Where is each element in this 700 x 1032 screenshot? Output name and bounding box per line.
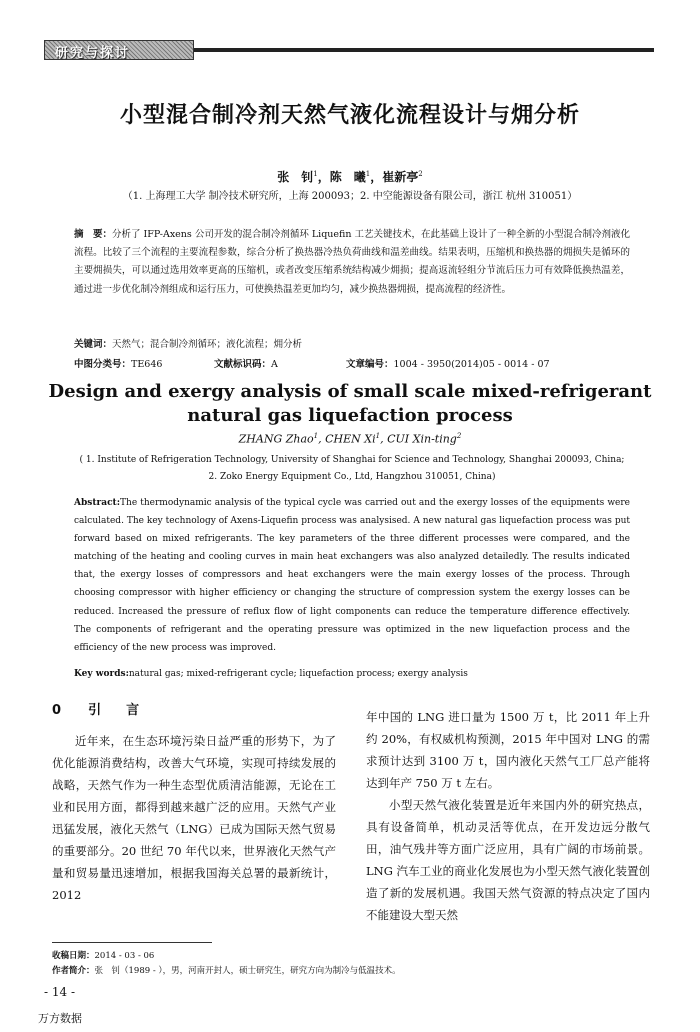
article-number [346, 356, 550, 370]
keywords-en [74, 669, 468, 679]
received-label: 收稿日期： [52, 951, 95, 961]
doc-code [214, 356, 278, 370]
footnote-author [52, 964, 401, 976]
author-sup-en: 2 [456, 432, 462, 440]
section-banner [44, 40, 654, 60]
clc-label: 中图分类号： [74, 359, 132, 370]
doc-value: A [271, 359, 278, 370]
abstract-zh-text: 分析了 IFP-Axens 公司开发的混合制冷剂循环 Liquefin 工艺关键技术，在此基础上设计了一种全新的小型混合制冷剂液化流程。比较了三个流程的主要流程参数，综合分析了换热器冷热负荷曲线和温差曲线。结果表明，压缩机和换热器的㶲损失是循环的主要㶲损失，可以通过选用效率更高的压缩机，或者改变压缩系统结构减少㶲损；提高返流轻组分节流后压力可有效降低换热温差，通过进一步优化制冷剂组成和运行压力，可使换热温差更加均匀，减少换热器㶲损，提高流程的经济性。 [74, 229, 630, 295]
author-sup: 1 [365, 170, 371, 178]
abstract-en-text: The thermodynamic analysis of the typical cycle was carried out and the exergy losses of the equipments were calculated. The key technology of Axens-Liquefin process was analysised. A new natural gas liquefaction process was put forward based on mixed refrigerants. The key parameters of the three different processes were compared, and the matching of the heating and cooling curves in main heat exchangers was also analyzed detailedly. The results indicated that, the exergy losses of compressors and heat exchangers were the main exergy losses of the process. Through choosing compressor with higher efficiency or changing the structure of compression system the exergy losses can be reduced. Increased the pressure of reflux flow of light components can reduce the temperature difference effectively. The components of refrigerant and the operating pressure was optimized in the new liquefaction process and the efficiency of the new process was improved. [74, 498, 630, 653]
keywords-en-text: natural gas; mixed-refrigerant cycle; liquefaction process; exergy analysis [128, 669, 468, 679]
footnote-rule [52, 942, 212, 943]
author-sup: 1 [313, 170, 318, 178]
affiliation-en-line2: 2. Zoko Energy Equipment Co., Ltd, Hangzhou 310051, China) [208, 472, 496, 482]
author-name: 张 钊 [277, 170, 314, 184]
author-name-en: CHEN Xi [325, 432, 376, 446]
author-name: 陈 曦 [329, 170, 366, 184]
banner-rule [194, 48, 654, 52]
author-sup: 2 [418, 170, 423, 178]
page-number: - 14 - [44, 985, 76, 999]
title-zh: 小型混合制冷剂天然气液化流程设计与㶲分析 [119, 103, 580, 128]
body-paragraph: 近年来，在生态环境污染日益严重的形势下，为了优化能源消费结构，改善大气环境，实现可持续发展的战略，天然气作为一种生态型优质清洁能源，无论在工业和民用方面，都得到越来越广泛的应用。天然气产业迅猛发展，液化天然气（LNG）已成为国际天然气贸易的重要部分。20 世纪 70 年代以来，世界液化天然气产量和贸易量迅速增加，根据我国海关总署的最新统计，2012 [52, 734, 336, 902]
watermark: 万方数据 [38, 1012, 82, 1025]
section-heading [52, 700, 336, 722]
affiliation-zh: （1. 上海理工大学 制冷技术研究所，上海 200093；2. 中空能源设备有限公司，浙江 杭州 310051） [122, 191, 578, 202]
keywords-zh [74, 336, 302, 350]
body-left-column [52, 700, 336, 906]
section-tab [44, 40, 194, 60]
authors-zh: 张 钊$^1$，陈 曦$^1$，崔新亭$^2$ [277, 170, 423, 184]
section-title: 引 言 [88, 703, 146, 718]
title-en-line2: natural gas liquefaction process [187, 405, 513, 426]
author-name: 崔新亭 [382, 170, 419, 184]
author-sup-en: 1 [375, 432, 381, 440]
author-bio-text: 张 钊（1989 - ），男，河南开封人，硕士研究生，研究方向为制冷与低温技术。 [94, 966, 401, 976]
clc-value: TE646 [131, 359, 163, 370]
abstract-zh [74, 226, 630, 299]
body-paragraph: 年中国的 LNG 进口量为 1500 万 t，比 2011 年上升约 20%，有权威机构预测，2015 年中国对 LNG 的需求预计达到 3100 万 t，国内液化天然气工厂总产能将达到年产 750 万 t 左右。 [366, 710, 650, 790]
keywords-en-label: Key words: [74, 669, 129, 679]
doc-label: 文献标识码： [214, 359, 272, 370]
affiliation-en [74, 452, 630, 486]
body-paragraph: 小型天然气液化装置是近年来国内外的研究热点，具有设备简单，机动灵活等优点，在开发边远分散气田，油气残井等方面广泛应用，具有广阔的市场前景。LNG 汽车工业的商业化发展也为小型天然气液化装置创造了新的发展机遇。我国天然气资源的特点决定了国内不能建设大型天然 [366, 798, 650, 922]
received-date: 2014 - 03 - 06 [94, 951, 155, 961]
author-name-en: ZHANG Zhao [238, 432, 314, 446]
authors-en: ZHANG Zhao$^1$, CHEN Xi$^1$, CUI Xin-ting$^2$ [238, 432, 462, 446]
keywords-zh-label: 关键词： [74, 339, 113, 350]
footnote-received [52, 949, 154, 961]
author-sup-en: 1 [313, 432, 319, 440]
article-label: 文章编号： [346, 359, 394, 370]
clc-number [74, 356, 162, 370]
abstract-en [74, 494, 630, 657]
author-bio-label: 作者简介： [52, 966, 95, 976]
section-number: 0 [52, 703, 68, 718]
abstract-zh-label: 摘 要： [74, 229, 113, 240]
author-name-en: CUI Xin-ting [387, 432, 457, 446]
body-right-column [366, 706, 650, 926]
article-value: 1004 - 3950(2014)05 - 0014 - 07 [393, 359, 550, 370]
title-en-line1: Design and exergy analysis of small scale mixed-refrigerant [48, 381, 652, 402]
title-en [0, 380, 700, 428]
section-label: 研究与探讨 [55, 46, 131, 61]
abstract-en-label: Abstract: [74, 498, 121, 508]
keywords-zh-text: 天然气；混合制冷剂循环；液化流程；㶲分析 [112, 339, 303, 350]
affiliation-en-line1: ( 1. Institute of Refrigeration Technology, University of Shanghai for Science and Technology, Shanghai 200093, China; [79, 455, 625, 465]
